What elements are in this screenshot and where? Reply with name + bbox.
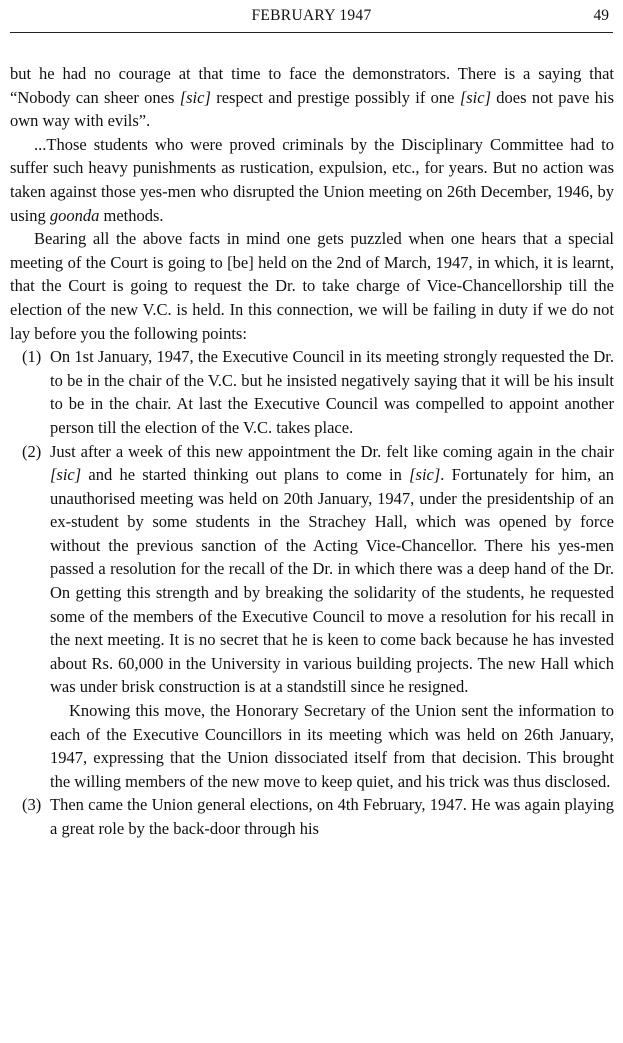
paragraph-1 [10,62,614,133]
sic-mark: [sic] [50,465,82,485]
list-item-number: (3) [22,795,42,815]
italic-term: goonda [49,205,100,225]
list-item-3 [10,793,614,840]
list-item-text [50,440,614,700]
list-item-1 [10,345,614,439]
page-number: 49 [593,7,609,24]
paragraph-1-text-c: does not pave his own way with evils”. [10,87,614,131]
paragraph-1-text-a: but he had no courage at that time to face the demonstrators. There is a saying that “Nobody can sheer ones [10,64,614,107]
list-item-number: (1) [22,347,42,367]
header-title: FEBRUARY 1947 [251,7,372,24]
list-item-text: On 1st January, 1947, the Executive Council in its meeting strongly requested the Dr. to be in the chair of the V.C. but he insisted negatively saying that it will be his insult to be in the chair. At last the Executive Council was compelled to appoint another person till the election of the V.C. takes place. [50,347,614,437]
paragraph-3: Bearing all the above facts in mind one gets puzzled when one hears that a special meeting of the Court is going to [be] held on the 2nd of March, 1947, in which, it is learnt, that the Court is going to request the Dr. to take charge of Vice-Chancellorship till the election of the new V.C. is held. In this connection, we will be failing in duty if we do not lay before you the following points: [10,229,614,343]
list-item-2-text-a: Just after a week of this new appointment the Dr. felt like coming again in the chair [50,441,614,461]
body-text [10,62,614,841]
list-item-number: (2) [22,441,42,461]
sic-mark: [sic] [179,87,211,107]
paragraph-1-text-b: respect and prestige possibly if one [210,87,460,107]
sic-mark: [sic] [459,87,491,107]
list-item-continuation: Knowing this move, the Honorary Secretary of the Union sent the information to each of the Executive Councillors in its meeting which was held on 26th January, 1947, expressing that the Union dissociated itself from that decision. This brought the willing members of the new move to keep quiet, and his trick was thus disclosed. [50,701,614,791]
paragraph-2-text-a: ...Those students who were proved criminals by the Disciplinary Committee had to suffer such heavy punishments as rustication, expulsion, etc., for years. But no action was taken against those yes-men who disrupted the Union meeting on 26th December, 1946, by using [10,134,614,225]
list-item-2 [10,440,614,794]
list-item-text: Then came the Union general elections, on 4th February, 1947. He was again playing a great role by the back-door through his [50,795,614,838]
running-header [10,4,613,33]
list-item-2-text-b: and he started thinking out plans to come in [81,465,410,485]
paragraph-2 [10,133,614,227]
sic-mark: [sic] [409,465,441,485]
paragraph-2-text-b: methods. [99,205,164,225]
list-item-2-text-c: . Fortunately for him, an unauthorised meeting was held on 20th January, 1947, under the presidentship of an ex-student by some students in the Strachey Hall, which was opened by force without the previous sanction of the Acting Vice-Chancellor. There his yes-men passed a resolution for the recall of the Dr. in which there was a deep hand of the Dr. On getting this strength and by breaking the solidarity of the students, he requested some of the members of the Executive Council to move a resolution for his recall in the next meeting. It is no secret that he is keen to come back because he has invested about Rs. 60,000 in the University in various building projects. The new Hall which was under brisk construction is at a standstill since he resigned. [50,465,614,697]
